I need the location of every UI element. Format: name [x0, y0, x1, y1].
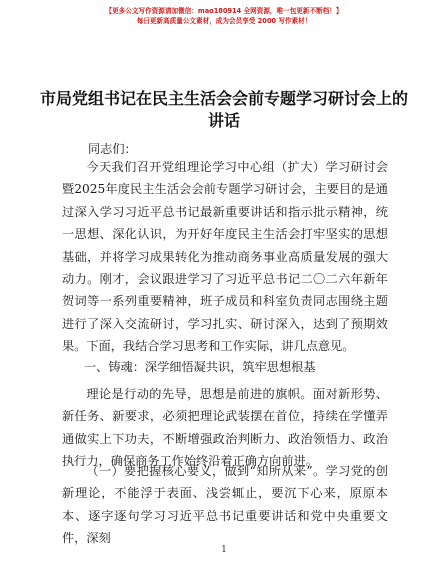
promo-banner-line2: 每日更新高质量公文素材，成为会员享受 2000 写作素材！: [136, 17, 312, 25]
body-paragraph-3: （一）要把握核心要义，做到“知所从来”。学习党的创新理论，不能浮于表面、浅尝辄止，要沉下心来，原原本本、逐字逐句学习习近平总书记重要讲话和党中央重要文件，深刻: [62, 464, 388, 546]
promo-banner-line1: 【更多公文写作资源请加微信：mao180914 全网资源，唯一包更新不断档！】: [105, 7, 343, 15]
document-title: 市局党组书记在民主生活会会前专题学习研讨会上的讲话: [40, 89, 409, 130]
body-paragraph-2: 理论是行动的先导，思想是前进的旗帜。面对新形势、新任务、新要求，必须把理论武装摆在首位，持续在学懂弄通做实上下功夫，不断增强政治判断力、政治领悟力、政治执行力，确保商务工作始终沿着正确方向前进。: [62, 387, 388, 469]
body-paragraph-1: 今天我们召开党组理论学习中心组（扩大）学习研讨会暨2025年度民主生活会会前专题学习研讨会，主要目的是通过深入学习习近平总书记最新重要讲话和指示批示精神，统一思想、深化认识，为开好年度民主生活会打牢坚实的思想基础，并将学习成果转化为推动商务事业高质量发展的强大动力。刚才，会议跟进学习了习近平总书记二〇二六年新年贺词等一系列重要精神，班子成员和科室负责同志围绕主题进行了深入交流研讨，学习扎实、研讨深入，达到了预期效果。下面，我结合学习思考和工作实际，讲几点意见。: [62, 160, 388, 354]
section-heading-1: 一、铸魂：深学细悟凝共识，筑牢思想根基: [84, 360, 316, 374]
salutation: 同志们：: [88, 142, 137, 156]
promo-banner: [0, 6, 448, 26]
page-number: 1: [221, 545, 227, 555]
